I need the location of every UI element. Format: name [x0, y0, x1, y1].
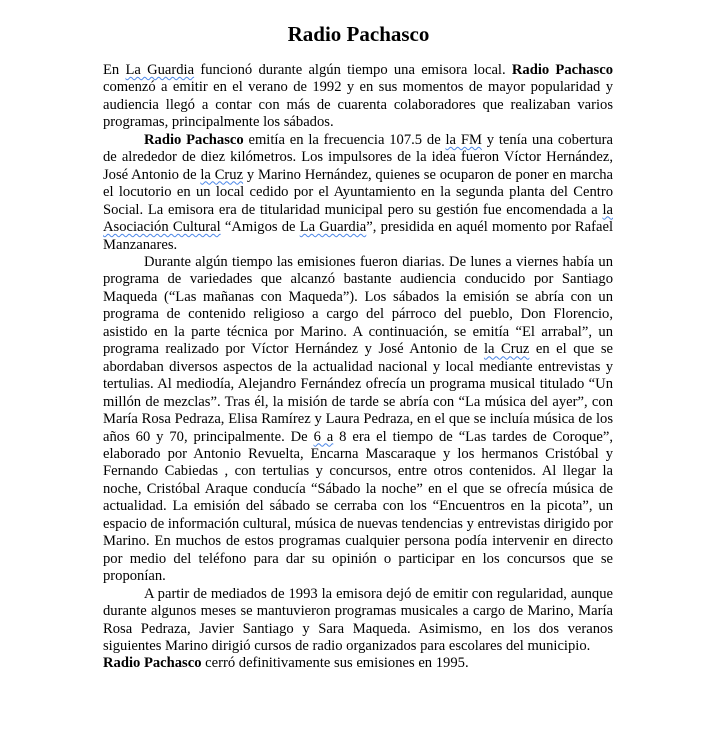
- text-run: 8 era el tiempo de “Las tardes de Coroque”, elaborado por Antonio Revuelta, Encarna Mascaraque y los hermanos Cristóbal y Fernando Cabiedas , con tertulias y concursos, entre otros contenidos. Al llegar la noche, Cristóbal Araque conducía “Sábado la noche” en el que se ofrecía música de actualidad. La emisión del sábado se cerraba con los “Encuentros en la picota”, un espacio de información cultural, música de nuevas tendencias y entrevistas dirigido por Marino. En muchos de estos programas cualquier persona podía intervenir en directo por medio del teléfono para dar su opinión o participar en los concursos que se proponían.: [103, 428, 613, 585]
- text-run: en el que se abordaban diversos aspectos de la actualidad nacional y local mediante entrevistas y tertulias. Al mediodía, Alejandro Fernández ofrecía un programa musical titulado “Un millón de mezclas”. Tras él, la misión de tarde se abría con “La música del ayer”, con María Rosa Pedraza, Elisa Ramírez y Laura Pedraza, en el que se incluía música de los años 60 y 70, principalmente. De: [103, 341, 613, 445]
- text-run: A partir de mediados de 1993 la emisora dejó de emitir con regularidad, aunque durante algunos meses se mantuvieron programas musicales a cargo de Marino, María Rosa Pedraza, Javier Santiago y Sara Maqueda. Asimismo, en los dos veranos siguientes Marino dirigió cursos de radio organizados para escolares del municipio.: [103, 585, 613, 654]
- document-body: [103, 62, 613, 673]
- text-run: y tenía una cobertura de alrededor de diez kilómetros. Los impulsores de la idea fueron Víctor Hernández, José Antonio de: [103, 131, 613, 183]
- spellcheck-flagged-text: la Asociación Cultural: [103, 201, 613, 236]
- paragraph-3: [103, 254, 613, 586]
- text-run: Durante algún tiempo las emisiones fueron diarias. De lunes a viernes había un programa de variedades que alcanzó bastante audiencia conducido por Santiago Maqueda (“Las mañanas con Maqueda”). Los sábados la emisión se abría con un programa de contenido religioso a cargo del párroco del pueblo, Don Florencio, asistido en la parte técnica por Marino. A continuación, se emitía “El arrabal”, un programa realizado por Víctor Hernández y José Antonio de: [103, 253, 613, 358]
- text-run: y Marino Hernández, quienes se ocuparon de poner en marcha el locutorio en un local cedido por el Ayuntamiento en la segunda planta del Centro Social. La emisora era de titularidad municipal pero su gestión fue encomendada a: [103, 166, 613, 218]
- document-title: Radio Pachasco: [287, 22, 430, 46]
- paragraph-2: [103, 132, 613, 254]
- text-run: “Amigos de: [220, 219, 300, 236]
- paragraph-4: [103, 586, 613, 656]
- text-run: funcionó durante algún tiempo una emisora local.: [194, 62, 512, 78]
- spellcheck-flagged-text: La Guardia: [125, 62, 195, 78]
- text-run: En: [103, 62, 126, 78]
- text-run: emitía en la frecuencia 107.5 de: [243, 131, 446, 148]
- paragraph-1: [103, 62, 613, 132]
- station-name-bold: Radio Pachasco: [103, 655, 202, 672]
- text-run: comenzó a emitir en el verano de 1992 y en sus momentos de mayor popularidad y audiencia llegó a contar con más de cuarenta colaboradores que realizaban varios programas, principalmente los sábados.: [103, 79, 613, 131]
- spellcheck-flagged-text: la FM: [445, 131, 482, 148]
- spellcheck-flagged-text: La Guardia: [299, 219, 367, 236]
- spellcheck-flagged-text: la Cruz: [200, 166, 244, 183]
- text-run: ”, presidida en aquél momento por Rafael Manzanares.: [103, 219, 613, 253]
- spellcheck-flagged-text: la Cruz: [483, 341, 530, 358]
- spellcheck-flagged-text: 6 a: [313, 428, 334, 445]
- paragraph-5: [103, 655, 613, 672]
- station-name-bold: Radio Pachasco: [511, 62, 613, 78]
- station-name-bold: Radio Pachasco: [144, 131, 244, 148]
- text-run: cerró definitivamente sus emisiones en 1995.: [201, 655, 469, 672]
